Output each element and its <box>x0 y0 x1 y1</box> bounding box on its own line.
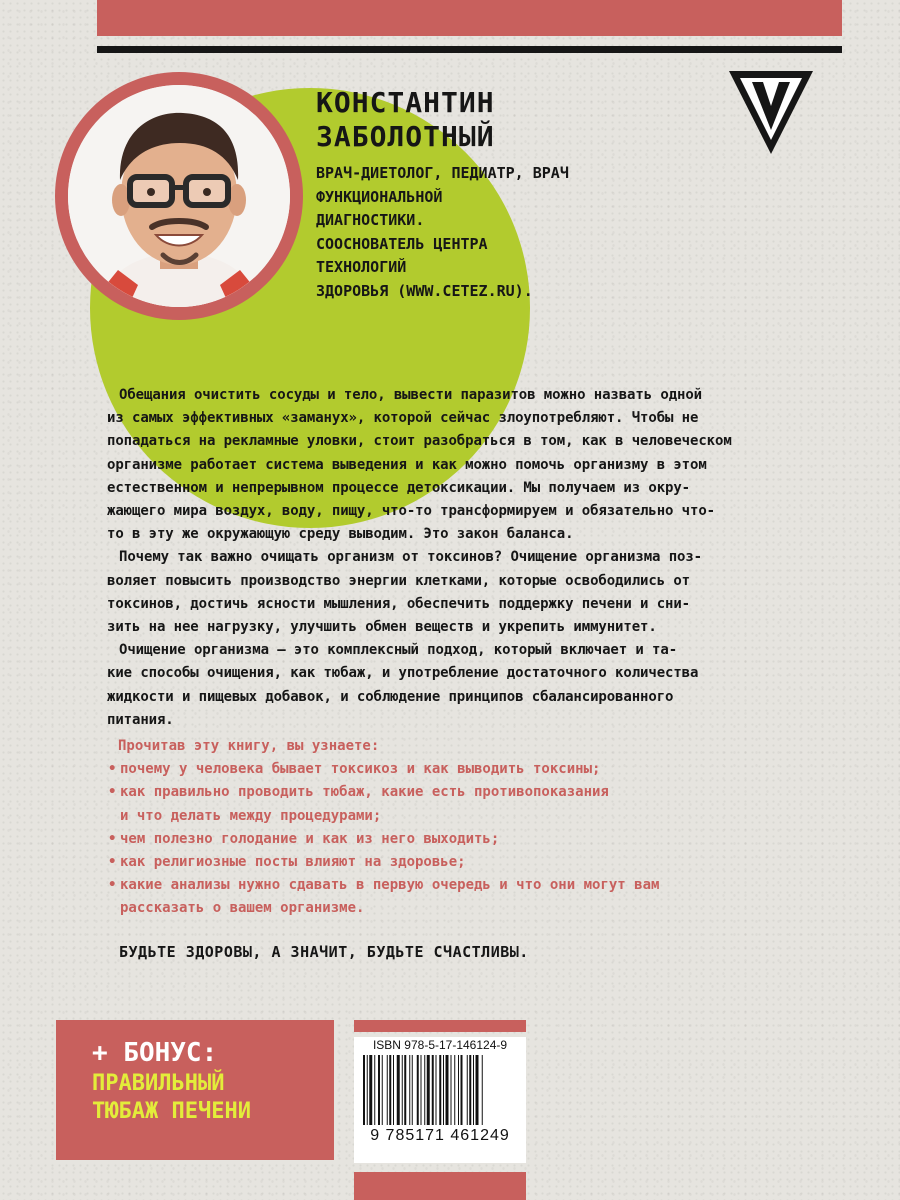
text-line: то в эту же окружающую среду выводим. Это закон баланса. <box>107 526 574 543</box>
v-triangle-logo-icon <box>727 68 815 156</box>
learn-intro: Прочитав эту книгу, вы узнаете: <box>118 738 380 754</box>
text-line: кие способы очищения, как тюбаж, и употребление достаточного количества <box>107 665 699 682</box>
author-bio <box>316 162 656 303</box>
text-line: токсинов, достичь ясности мышления, обеспечить поддержку печени и сни- <box>107 595 691 612</box>
bio-line: СООСНОВАТЕЛЬ ЦЕНТРА <box>316 234 488 253</box>
text-line: из самых эффективных «заманух», которой сейчас злоупотребляют. Чтобы не <box>107 410 699 427</box>
bonus-subtitle-line: ПРАВИЛЬНЫЙ <box>92 1071 225 1096</box>
paragraph-3 <box>107 639 732 732</box>
text-line: Обещания очистить сосуды и тело, вывести паразитов можно назвать одной <box>119 387 703 403</box>
author-first-name: КОНСТАНТИН <box>316 86 495 119</box>
list-item-text: • как правильно проводить тюбаж, какие есть противопоказания <box>120 784 609 801</box>
barcode-icon <box>363 1055 517 1125</box>
bio-line: ТЕХНОЛОГИЙ <box>316 258 407 276</box>
learn-list <box>108 758 659 920</box>
list-item-text: и что делать между процедурами; <box>120 807 382 824</box>
isbn-label: ISBN 978-5-17-146124-9 <box>372 1038 508 1052</box>
paragraph-1 <box>107 384 732 546</box>
text-line: воляет повысить производство энергии клетками, которые освободились от <box>107 572 691 589</box>
bio-line: ВРАЧ-ДИЕТОЛОГ, ПЕДИАТР, ВРАЧ <box>316 164 569 182</box>
list-item-text: • как религиозные посты влияют на здоровье; <box>120 854 466 871</box>
list-item-text: • чем полезно голодание и как из него выходить; <box>120 830 500 847</box>
bio-line: ЗДОРОВЬЯ (WWW.CETEZ.RU). <box>316 281 533 300</box>
bottom-red-band <box>354 1172 526 1200</box>
list-item-text: • почему у человека бывает токсикоз и как выводить токсины; <box>120 761 601 778</box>
bonus-title: + БОНУС: <box>92 1038 218 1068</box>
text-line: Очищение организма — это комплексный подход, который включает и та- <box>119 642 678 659</box>
author-last-name: ЗАБОЛОТНЫЙ <box>316 120 495 153</box>
text-line: организме работает система выведения и как можно помочь организму в этом <box>107 456 707 473</box>
list-item-text: • какие анализы нужно сдавать в первую очередь и что они могут вам <box>120 877 660 894</box>
bonus-subtitle-line: ТЮБАЖ ПЕЧЕНИ <box>92 1099 251 1124</box>
text-line: естественном и непрерывном процессе детоксикации. Мы получаем из окру- <box>107 479 691 496</box>
isbn-top-stripe <box>354 1020 526 1032</box>
top-black-rule <box>97 46 842 53</box>
barcode-digits: 9 785171 461249 <box>370 1127 510 1144</box>
paragraph-2 <box>107 546 732 639</box>
isbn-panel <box>354 1037 526 1163</box>
text-line: Почему так важно очищать организм от токсинов? Очищение организма поз- <box>119 549 703 566</box>
list-item <box>108 758 659 781</box>
learn-section <box>108 735 659 921</box>
description-text <box>107 384 732 732</box>
slogan: БУДЬТЕ ЗДОРОВЫ, А ЗНАЧИТ, БУДЬТЕ СЧАСТЛИВЫ. <box>119 943 529 961</box>
text-line: жающего мира воздух, воду, пищу, что-то трансформируем и обязательно что- <box>107 503 715 520</box>
bio-line: ФУНКЦИОНАЛЬНОЙ <box>316 187 443 206</box>
list-item <box>108 851 659 874</box>
list-item <box>108 828 659 851</box>
bonus-subtitle <box>92 1070 251 1126</box>
text-line: питания. <box>107 711 174 728</box>
author-portrait <box>68 85 290 307</box>
bio-line: ДИАГНОСТИКИ. <box>316 211 425 229</box>
list-item <box>108 874 659 920</box>
top-red-band <box>97 0 842 36</box>
list-item <box>108 781 659 827</box>
author-name <box>316 86 495 154</box>
list-item-text: рассказать о вашем организме. <box>120 900 365 917</box>
text-line: жидкости и пищевых добавок, и соблюдение принципов сбалансированного <box>107 688 674 705</box>
text-line: зить на нее нагрузку, улучшить обмен веществ и укрепить иммунитет. <box>107 619 657 636</box>
text-line: попадаться на рекламные уловки, стоит разобраться в том, как в человеческом <box>107 433 732 450</box>
